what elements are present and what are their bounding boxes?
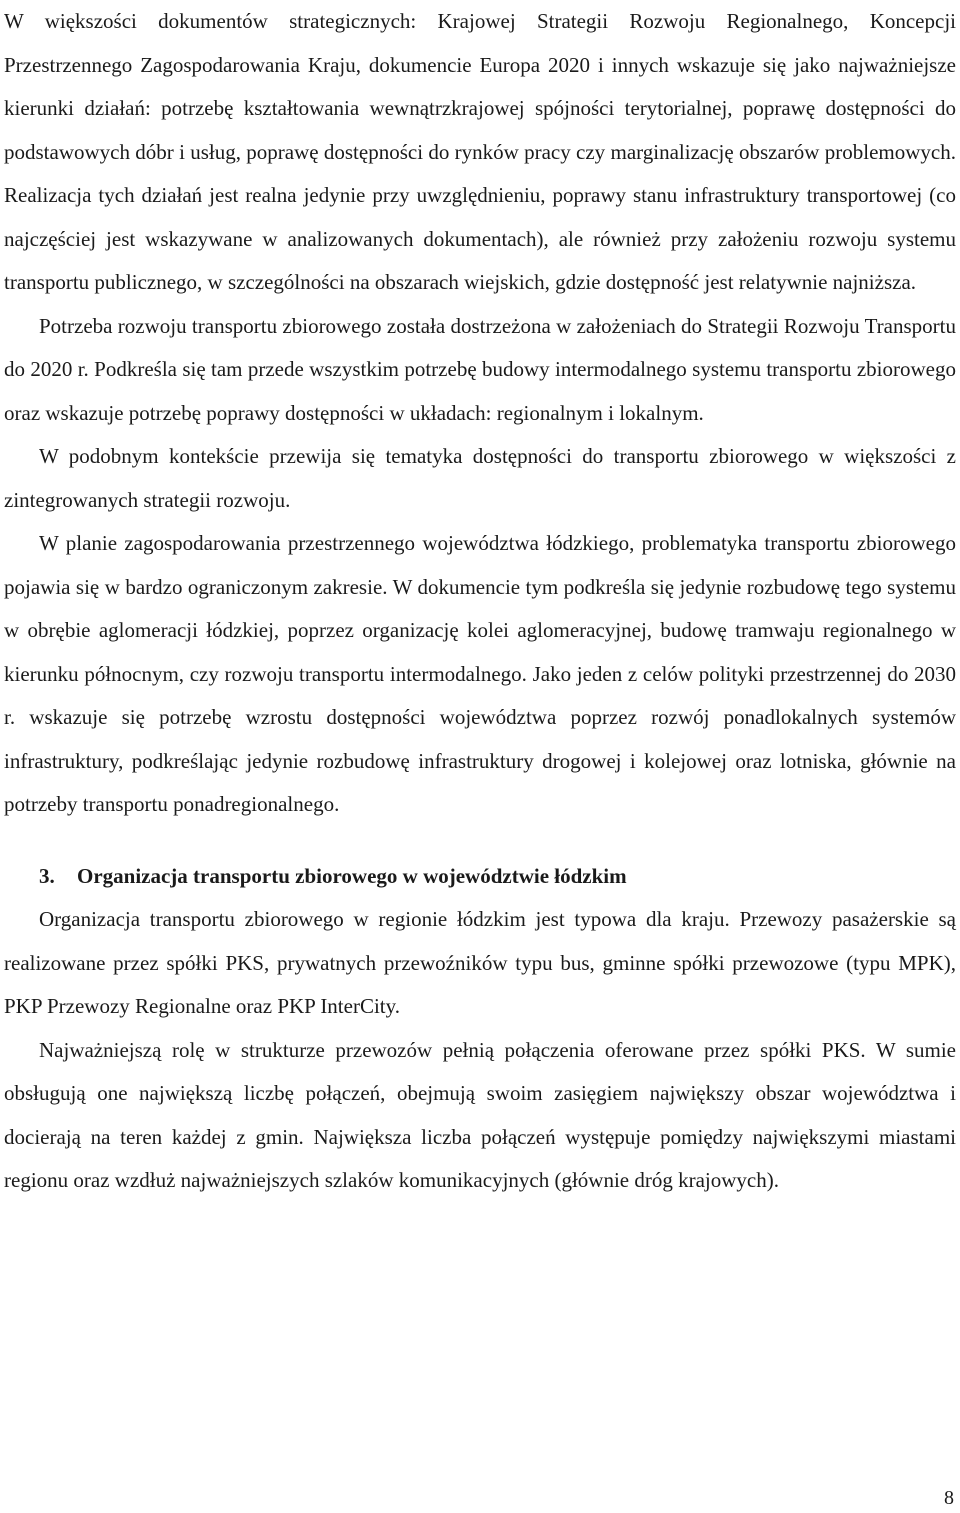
paragraph-integrated-strategies: W podobnym kontekście przewija się tematyka dostępności do transportu zbiorowego w większości z zintegrowanych strategii rozwoju. [4,444,956,512]
page-number: 8 [944,1487,954,1509]
paragraph-organization: Organizacja transportu zbiorowego w regionie łódzkim jest typowa dla kraju. Przewozy pasażerskie są realizowane przez spółki PKS, prywatnych przewoźników typu bus, gminne spółki przewozowe (typu MPK), PKP Przewozy Regionalne oraz PKP InterCity. [4,907,956,1018]
paragraph-strategic-documents: W większości dokumentów strategicznych: Krajowej Strategii Rozwoju Regionalnego, Koncepcji Przestrzennego Zagospodarowania Kraju, dokumencie Europa 2020 i innych wskazuje się jako najważniejsze kierunki działań: potrzebę kształtowania wewnątrzkrajowej spójności terytorialnej, poprawę dostępności do podstawowych dóbr i usług, poprawę dostępności do rynków pracy czy marginalizację obszarów problemowych. Realizacja tych działań jest realna jedynie przy uwzględnieniu, poprawy stanu infrastruktury transportowej (co najczęściej jest wskazywane w analizowanych dokumentach), ale również przy założeniu rozwoju systemu transportu publicznego, w szczególności na obszarach wiejskich, gdzie dostępność jest relatywnie najniższa. [4,9,956,294]
section-title: Organizacja transportu zbiorowego w województwie łódzkim [77,863,627,888]
section-heading [4,855,956,899]
paragraph-transport-strategy: Potrzeba rozwoju transportu zbiorowego została dostrzeżona w założeniach do Strategii Rozwoju Transportu do 2020 r. Podkreśla się tam przede wszystkim potrzebę budowy intermodalnego systemu transportu zbiorowego oraz wskazuje potrzebę poprawy dostępności w układach: regionalnym i lokalnym. [4,313,956,425]
document-page [4,0,956,1203]
paragraph-pks-role: Najważniejszą rolę w strukturze przewozów pełnią połączenia oferowane przez spółki PKS. W sumie obsługują one największą liczbę połączeń, obejmują swoim zasięgiem największy obszar województwa i docierają na teren każdej z gmin. Największa liczba połączeń występuje pomiędzy największymi miastami regionu oraz wzdłuż najważniejszych szlaków komunikacyjnych (głównie dróg krajowych). [4,1037,956,1192]
paragraph-spatial-plan: W planie zagospodarowania przestrzennego województwa łódzkiego, problematyka transportu zbiorowego pojawia się w bardzo ograniczonym zakresie. W dokumencie tym podkreśla się jedynie rozbudowę tego systemu w obrębie aglomeracji łódzkiej, poprzez organizację kolei aglomeracyjnej, budowę tramwaju regionalnego w kierunku północnym, czy rozwoju transportu intermodalnego. Jako jeden z celów polityki przestrzennej do 2030 r. wskazuje się potrzebę wzrostu dostępności województwa poprzez rozwój ponadlokalnych systemów infrastruktury, podkreślając jedynie rozbudowę infrastruktury drogowej i kolejowej oraz lotniska, głównie na potrzeby transportu ponadregionalnego. [4,531,956,816]
section-number: 3. [39,863,55,888]
